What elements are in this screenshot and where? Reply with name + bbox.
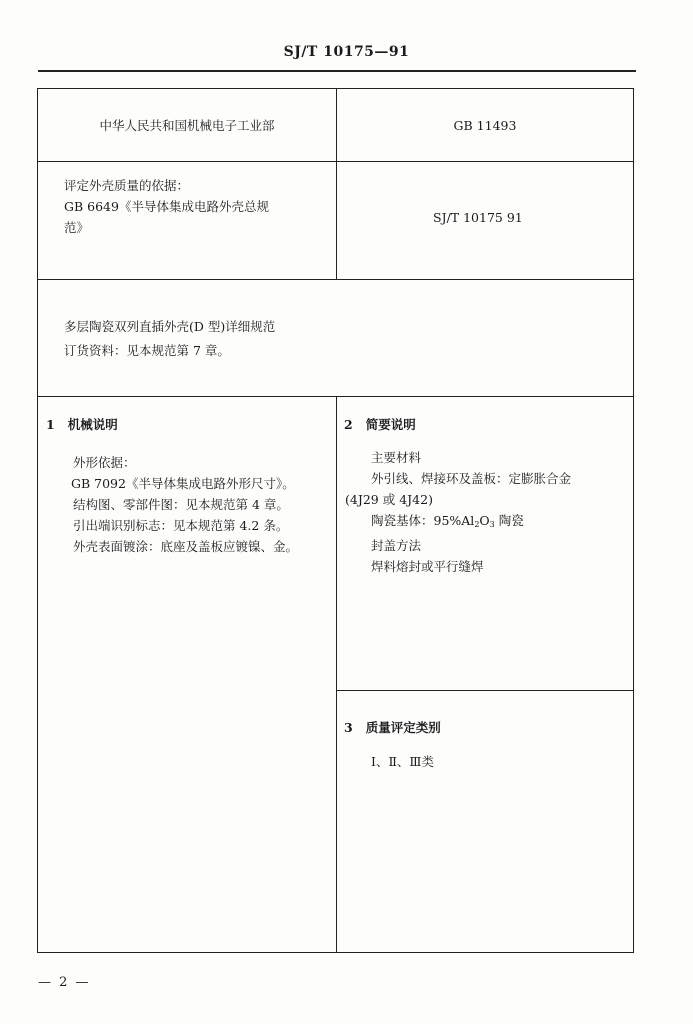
ceramic-sub-1: 2 — [474, 520, 480, 529]
ceramic-prefix: 陶瓷基体：95%Al — [371, 513, 475, 528]
lead-materials: 外引线、焊接环及盖板：定膨胀合金 — [371, 471, 572, 486]
section-1-body — [73, 452, 335, 557]
basis-line-1: 评定外壳质量的依据： — [64, 178, 190, 193]
quality-classes: Ⅰ、Ⅱ、Ⅲ类 — [371, 754, 434, 769]
seal-detail: 焊料熔封或平行缝焊 — [371, 559, 484, 574]
alloy-grades: (4J29 或 4J42) — [345, 492, 433, 507]
section-2-heading — [344, 414, 624, 435]
section-1-title: 机械说明 — [67, 417, 118, 432]
standard-number: GB 11493 — [453, 118, 517, 133]
ordering-info: 订货资料：见本规范第 7 章。 — [64, 343, 230, 358]
spec-title-block — [64, 315, 604, 363]
ceramic-sub-2: 3 — [489, 520, 495, 529]
main-materials: 主要材料 — [371, 450, 422, 465]
evaluation-basis — [64, 175, 329, 238]
spec-table — [37, 88, 634, 953]
section-3-number: 3 — [344, 720, 353, 735]
header-rule — [38, 70, 636, 72]
section-2-body — [345, 447, 629, 577]
vertical-divider-bottom — [336, 397, 337, 952]
basis-line-3: 范》 — [64, 220, 90, 235]
doc-number: SJ/T 10175 91 — [433, 210, 523, 225]
seal-method: 封盖方法 — [371, 538, 422, 553]
issuer-name: 中华人民共和国机械电子工业部 — [99, 118, 275, 133]
horizontal-rule-2 — [38, 279, 633, 280]
horizontal-rule-1 — [38, 161, 633, 162]
spec-title: 多层陶瓷双列直插外壳(D 型)详细规范 — [64, 319, 276, 334]
basis-line-2: GB 6649《半导体集成电路外壳总规 — [64, 199, 269, 214]
section-2-number: 2 — [344, 417, 353, 432]
section-1-line: 外壳表面镀涂：底座及盖板应镀镍、金。 — [73, 539, 299, 554]
section-1-line: 结构图、零部件图：见本规范第 4 章。 — [73, 497, 289, 512]
ceramic-base — [371, 510, 629, 535]
section-3-title: 质量评定类别 — [365, 720, 441, 735]
section-1-number: 1 — [46, 417, 55, 432]
section-1-line: 引出端识别标志：见本规范第 4.2 条。 — [73, 518, 289, 533]
horizontal-rule-4 — [337, 690, 633, 691]
section-1-line: GB 7092《半导体集成电路外形尺寸》。 — [71, 476, 295, 491]
page-header: SJ/T 10175—91 — [283, 44, 410, 60]
section-2-title: 简要说明 — [365, 417, 416, 432]
section-1-line: 外形依据： — [73, 455, 136, 470]
section-1-heading — [46, 414, 326, 435]
ceramic-suffix: 陶瓷 — [494, 513, 524, 528]
ceramic-mid: O — [479, 513, 490, 528]
section-3-heading — [344, 717, 624, 738]
page-number: — 2 — — [38, 975, 91, 990]
